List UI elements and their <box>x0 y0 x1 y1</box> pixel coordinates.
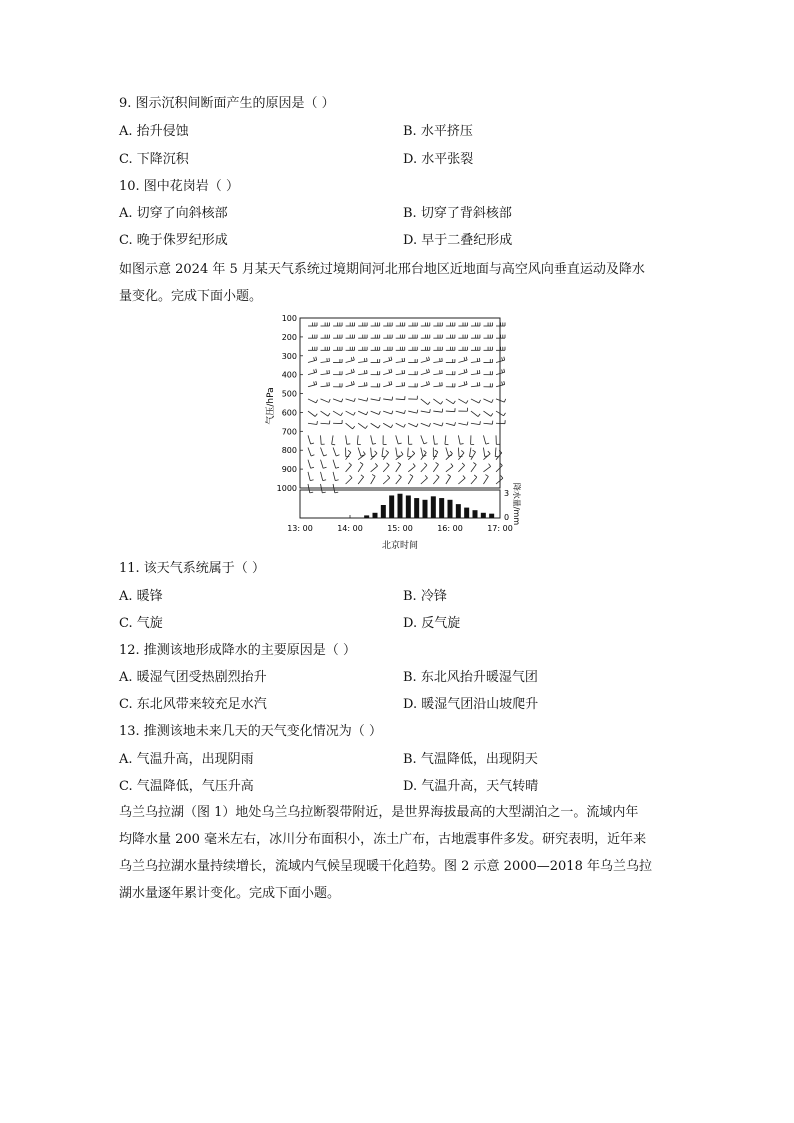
wind-barb <box>433 382 442 387</box>
wind-barb <box>496 411 505 416</box>
wind-barb <box>483 448 488 457</box>
wind-barb <box>321 460 327 469</box>
wind-barb <box>471 370 480 375</box>
wind-barb <box>396 462 401 471</box>
question-13-option-b[interactable]: B. 气温降低，出现阴天 <box>403 752 538 767</box>
wind-barb <box>458 463 464 472</box>
question-13-option-c[interactable]: C. 气温降低，气压升高 <box>119 779 254 794</box>
precip-bar <box>431 496 436 518</box>
wind-barb <box>483 347 492 351</box>
wind-barb <box>396 347 405 351</box>
wind-barb <box>382 448 385 457</box>
pressure-tick-label: 1000 <box>276 484 297 493</box>
wind-barb <box>496 435 500 444</box>
wind-barb <box>471 323 480 327</box>
question-9-option-c[interactable]: C. 下降沉积 <box>119 152 189 167</box>
wind-barb <box>333 323 342 327</box>
wind-barb <box>433 399 442 404</box>
wind-barb <box>471 399 481 403</box>
wind-barb <box>458 347 467 351</box>
wind-barb-group <box>308 323 506 493</box>
lake-intro-line-4: 湖水量逐年累计变化。完成下面小题。 <box>119 886 341 901</box>
wind-barb <box>333 371 342 375</box>
wind-barb <box>371 371 380 375</box>
wind-barb <box>396 370 405 375</box>
wind-barb <box>458 435 463 444</box>
wind-barb <box>433 335 442 339</box>
weather-intro <box>119 256 679 310</box>
wind-barb <box>358 475 364 484</box>
wind-barb <box>333 335 342 339</box>
wind-barb <box>346 475 352 484</box>
wind-barb <box>358 462 363 471</box>
wind-barb <box>458 381 467 387</box>
wind-barb <box>446 371 455 375</box>
wind-barb <box>483 399 493 403</box>
question-10-option-b[interactable]: B. 切穿了背斜核部 <box>403 206 512 221</box>
wind-barb <box>408 371 417 375</box>
question-11-option-c[interactable]: C. 气旋 <box>119 616 163 631</box>
wind-barb <box>396 323 405 327</box>
wind-barb <box>421 399 430 405</box>
wind-barb <box>346 381 355 387</box>
wind-barb <box>308 335 317 339</box>
pressure-tick-label: 100 <box>281 314 297 323</box>
lake-intro-line-1: 乌兰乌拉湖（图 1）地处乌兰乌拉断裂带附近，是世界海拔最高的大型湖泊之一。流域内年 <box>119 805 639 820</box>
wind-barb <box>346 450 351 459</box>
wind-barb <box>321 323 330 327</box>
pressure-tick-group <box>277 314 303 493</box>
question-11-option-a[interactable]: A. 暖锋 <box>119 589 163 604</box>
wind-barb <box>383 369 392 375</box>
wind-barb <box>408 396 417 399</box>
wind-barb <box>446 399 455 404</box>
wind-barb <box>346 323 355 327</box>
wind-barb <box>383 323 392 327</box>
wind-barb <box>308 472 314 481</box>
wind-barb <box>383 450 388 459</box>
wind-barb <box>358 370 367 375</box>
question-11-option-b[interactable]: B. 冷锋 <box>403 589 447 604</box>
wind-barb <box>308 369 317 375</box>
lake-intro-line-2: 均降水量 200 毫米左右，冰川分布面积小，冻土广布，古地震事件多发。研究表明，近年来 <box>119 832 647 847</box>
precip-bar <box>481 513 486 518</box>
wind-barb <box>421 323 430 327</box>
wind-barb <box>333 383 342 387</box>
weather-figure <box>258 312 530 557</box>
wind-barb <box>371 397 381 400</box>
time-axis-label: 北京时间 <box>381 541 419 551</box>
wind-barb <box>371 347 380 351</box>
precip-bar <box>389 495 394 518</box>
wind-barb <box>346 463 352 472</box>
lake-intro-line-3: 乌兰乌拉湖水量持续增长，流域内气候呈现暖干化趋势。图 2 示意 2000—2018 年乌兰乌拉 <box>119 859 652 874</box>
wind-barb <box>408 383 417 387</box>
wind-barb <box>396 448 401 457</box>
wind-barb <box>358 423 367 428</box>
wind-barb <box>308 381 317 387</box>
wind-barb <box>421 409 430 412</box>
wind-barb <box>471 411 480 417</box>
wind-barb <box>383 475 390 484</box>
wind-barb <box>483 421 492 424</box>
wind-barb <box>358 358 367 363</box>
wind-barb <box>321 411 330 416</box>
time-tick-label: 16: 00 <box>437 524 463 533</box>
wind-barb <box>433 370 442 375</box>
wind-barb <box>308 399 318 403</box>
wind-barb <box>358 323 367 327</box>
wind-barb <box>433 435 438 444</box>
wind-barb <box>458 335 467 339</box>
wind-barb <box>471 421 480 424</box>
wind-barb <box>458 399 468 404</box>
pressure-tick-label: 500 <box>281 389 297 399</box>
wind-barb <box>383 347 392 351</box>
question-10-option-d[interactable]: D. 早于二叠纪形成 <box>403 233 513 248</box>
wind-barb <box>371 474 376 484</box>
wind-barb <box>446 323 455 327</box>
wind-barb <box>470 448 473 457</box>
precip-bar <box>406 495 411 518</box>
wind-barb <box>495 448 498 457</box>
wind-barb <box>496 323 505 327</box>
wind-barb <box>383 335 392 339</box>
wind-barb <box>333 399 343 402</box>
wind-barb <box>396 396 405 399</box>
wind-barb <box>483 464 490 472</box>
question-11-option-d[interactable]: D. 反气旋 <box>403 616 461 631</box>
wind-barb <box>408 423 418 427</box>
question-9-option-b[interactable]: B. 水平挤压 <box>403 124 473 139</box>
precip-bar <box>423 500 428 518</box>
question-12-option-a[interactable]: A. 暖湿气团受热剧烈抬升 <box>119 670 267 685</box>
wind-barb <box>408 435 412 444</box>
question-10-option-a[interactable]: A. 切穿了向斜核部 <box>119 206 228 221</box>
wind-barb <box>483 371 492 375</box>
wind-barb <box>496 347 505 351</box>
wind-barb <box>358 347 367 351</box>
wind-barb <box>346 357 355 363</box>
wind-barb <box>421 435 427 443</box>
wind-barb <box>383 423 393 428</box>
wind-barb <box>333 420 342 423</box>
wind-barb <box>308 411 317 416</box>
wind-barb <box>396 475 402 484</box>
wind-barb <box>346 423 355 429</box>
weather-chart <box>258 312 530 557</box>
wind-barb <box>421 347 430 351</box>
precip-tick-top: 3 <box>504 489 510 498</box>
wind-barb <box>333 460 339 469</box>
precip-bar <box>464 508 469 518</box>
precip-bar <box>439 498 444 518</box>
wind-barb <box>446 347 455 351</box>
wind-barb <box>308 347 317 351</box>
wind-barb <box>433 347 442 351</box>
wind-barb <box>321 382 330 387</box>
wind-barb <box>371 323 380 327</box>
question-12-option-c[interactable]: C. 东北风带来较充足水汽 <box>119 697 267 712</box>
wind-barb <box>371 335 380 339</box>
question-12-option-d[interactable]: D. 暖湿气团沿山坡爬升 <box>403 697 539 712</box>
wind-barb <box>383 411 393 414</box>
precip-bar <box>414 498 419 518</box>
wind-barb <box>483 335 492 339</box>
wind-barb <box>321 421 330 424</box>
wind-barb <box>321 347 330 351</box>
pressure-tick-label: 400 <box>281 370 297 380</box>
wind-barb <box>446 383 455 387</box>
wind-barb <box>445 435 448 444</box>
wind-barb <box>396 423 406 427</box>
wind-barb <box>446 422 456 425</box>
wind-barb <box>458 357 467 363</box>
precip-tick-bottom: 0 <box>504 513 510 522</box>
wind-barb <box>408 448 411 457</box>
wind-barb <box>433 409 442 412</box>
wind-barb <box>421 475 428 484</box>
wind-barb <box>383 435 386 444</box>
wind-barb <box>358 411 368 415</box>
wind-barb <box>446 475 451 484</box>
wind-barb <box>446 408 455 411</box>
wind-barb <box>321 335 330 339</box>
wind-barb <box>458 422 468 425</box>
wind-barb <box>383 463 389 472</box>
wind-barb <box>308 435 314 444</box>
wind-barb <box>421 463 427 472</box>
wind-barb <box>421 369 430 375</box>
precip-bar <box>456 504 461 518</box>
wind-barb <box>371 359 380 363</box>
wind-barb <box>383 357 392 363</box>
pressure-tick-label: 600 <box>281 408 297 418</box>
wind-barb <box>471 347 480 351</box>
question-11-stem: 11. 该天气系统属于（ ） <box>119 561 265 576</box>
wind-barb <box>471 335 480 339</box>
wind-barb <box>333 448 339 456</box>
time-tick-label: 15: 00 <box>387 524 413 533</box>
wind-barb <box>433 475 439 484</box>
wind-barb <box>446 359 455 363</box>
wind-barb <box>471 475 477 484</box>
time-tick-label: 13: 00 <box>287 524 313 533</box>
precip-axis-label: 降水量/mm <box>512 482 521 526</box>
wind-barb <box>308 421 317 424</box>
wind-barb <box>421 357 430 363</box>
wind-barb <box>408 323 417 327</box>
wind-barb <box>371 463 378 471</box>
wind-barb <box>458 369 467 375</box>
wind-barb <box>308 323 317 327</box>
wind-barb <box>483 435 489 444</box>
wind-barb <box>346 411 356 415</box>
wind-barb <box>483 383 492 387</box>
wind-barb <box>396 358 405 363</box>
wind-barb <box>471 463 476 472</box>
precip-bar <box>473 510 478 518</box>
wind-barb <box>308 460 314 469</box>
wind-barb <box>383 381 392 387</box>
wind-barb <box>408 451 414 460</box>
pressure-tick-label: 700 <box>281 427 297 437</box>
wind-barb <box>371 435 376 444</box>
wind-barb <box>496 335 505 339</box>
wind-barb <box>371 411 381 414</box>
question-13-stem: 13. 推测该地未来几天的天气变化情况为（ ） <box>119 724 382 739</box>
question-12-stem: 12. 推测该地形成降水的主要原因是（ ） <box>119 643 356 658</box>
question-10-option-c[interactable]: C. 晚于侏罗纪形成 <box>119 233 228 248</box>
wind-barb <box>421 381 430 387</box>
wind-barb <box>408 463 415 471</box>
wind-barb <box>483 323 492 327</box>
question-9-stem: 9. 图示沉积间断面产生的原因是（ ） <box>119 96 335 111</box>
wind-barb <box>321 435 325 444</box>
wind-barb <box>333 347 342 351</box>
wind-barb <box>421 335 430 339</box>
precip-bar-group <box>364 494 494 518</box>
wind-barb <box>321 472 327 481</box>
wind-barb <box>371 383 380 387</box>
wind-panel-frame <box>300 318 500 488</box>
wind-barb <box>332 435 335 444</box>
wind-barb <box>471 435 474 444</box>
precip-bar <box>381 505 386 518</box>
wind-barb <box>321 399 331 403</box>
wind-barb <box>458 323 467 327</box>
wind-barb <box>433 450 438 460</box>
wind-barb <box>421 423 431 426</box>
pressure-tick-label: 300 <box>281 351 297 361</box>
wind-barb <box>483 475 488 484</box>
wind-barb <box>371 448 375 457</box>
wind-barb <box>346 347 355 351</box>
wind-barb <box>408 410 418 413</box>
wind-barb <box>358 382 367 387</box>
question-12-option-b[interactable]: B. 东北风抬升暖湿气团 <box>403 670 538 685</box>
wind-barb <box>408 347 417 351</box>
wind-barb <box>321 448 327 456</box>
wind-barb <box>471 382 480 387</box>
wind-barb <box>383 397 392 400</box>
wind-barb <box>496 451 502 460</box>
wind-barb <box>483 359 492 363</box>
wind-barb <box>358 335 367 339</box>
weather-intro-line-1: 如图示意 2024 年 5 月某天气系统过境期间河北邢台地区近地面与高空风向垂直运动及降水 <box>119 262 645 277</box>
question-10-stem: 10. 图中花岗岩（ ） <box>119 179 239 194</box>
wind-barb <box>408 474 413 484</box>
wind-barb <box>471 450 476 460</box>
precip-bar <box>489 514 494 518</box>
wind-barb <box>433 323 442 327</box>
wind-barb <box>321 370 330 375</box>
time-tick-label: 14: 00 <box>337 524 363 533</box>
wind-barb <box>333 411 343 416</box>
precip-bar <box>373 513 378 518</box>
wind-barb <box>458 408 467 411</box>
pressure-tick-label: 900 <box>281 465 297 475</box>
wind-barb <box>396 335 405 339</box>
wind-barb <box>408 359 417 363</box>
wind-barb <box>446 335 455 339</box>
question-9-option-a[interactable]: A. 抬升侵蚀 <box>119 124 189 139</box>
wind-barb <box>346 369 355 375</box>
question-13-option-d[interactable]: D. 气温升高，天气转晴 <box>403 779 539 794</box>
wind-barb <box>496 399 506 402</box>
wind-barb <box>496 476 503 484</box>
wind-barb <box>396 382 405 387</box>
wind-barb <box>333 359 342 363</box>
wind-barb <box>396 410 406 413</box>
wind-barb <box>396 435 402 444</box>
pressure-tick-label: 800 <box>281 446 297 456</box>
wind-barb <box>446 464 453 472</box>
wind-barb <box>408 335 417 339</box>
wind-barb <box>458 475 465 484</box>
wind-barb <box>308 448 314 456</box>
wind-barb <box>371 423 380 428</box>
wind-barb <box>357 435 360 444</box>
wind-barb <box>433 358 442 363</box>
precip-bar <box>398 494 403 518</box>
wind-barb <box>433 423 443 426</box>
wind-barb <box>471 358 480 363</box>
wind-barb <box>346 335 355 339</box>
precip-bar <box>364 515 369 518</box>
time-tick-label: 17: 00 <box>487 524 513 533</box>
wind-barb <box>483 411 492 416</box>
weather-intro-line-2: 量变化。完成下面小题。 <box>119 289 263 304</box>
question-13-option-a[interactable]: A. 气温升高，出现阴雨 <box>119 752 254 767</box>
pressure-tick-label: 200 <box>281 332 297 342</box>
pressure-axis-label: 气压/hPa <box>266 387 276 425</box>
wind-barb <box>433 462 438 471</box>
wind-barb <box>333 472 339 481</box>
wind-barb <box>308 357 317 363</box>
wind-barb <box>496 463 502 472</box>
wind-barb <box>321 358 330 363</box>
wind-barb <box>346 435 351 444</box>
lake-intro <box>119 799 679 907</box>
wind-barb <box>358 398 368 401</box>
wind-barb <box>346 398 356 401</box>
wind-barb <box>496 420 505 423</box>
question-9-option-d[interactable]: D. 水平张裂 <box>403 152 474 167</box>
